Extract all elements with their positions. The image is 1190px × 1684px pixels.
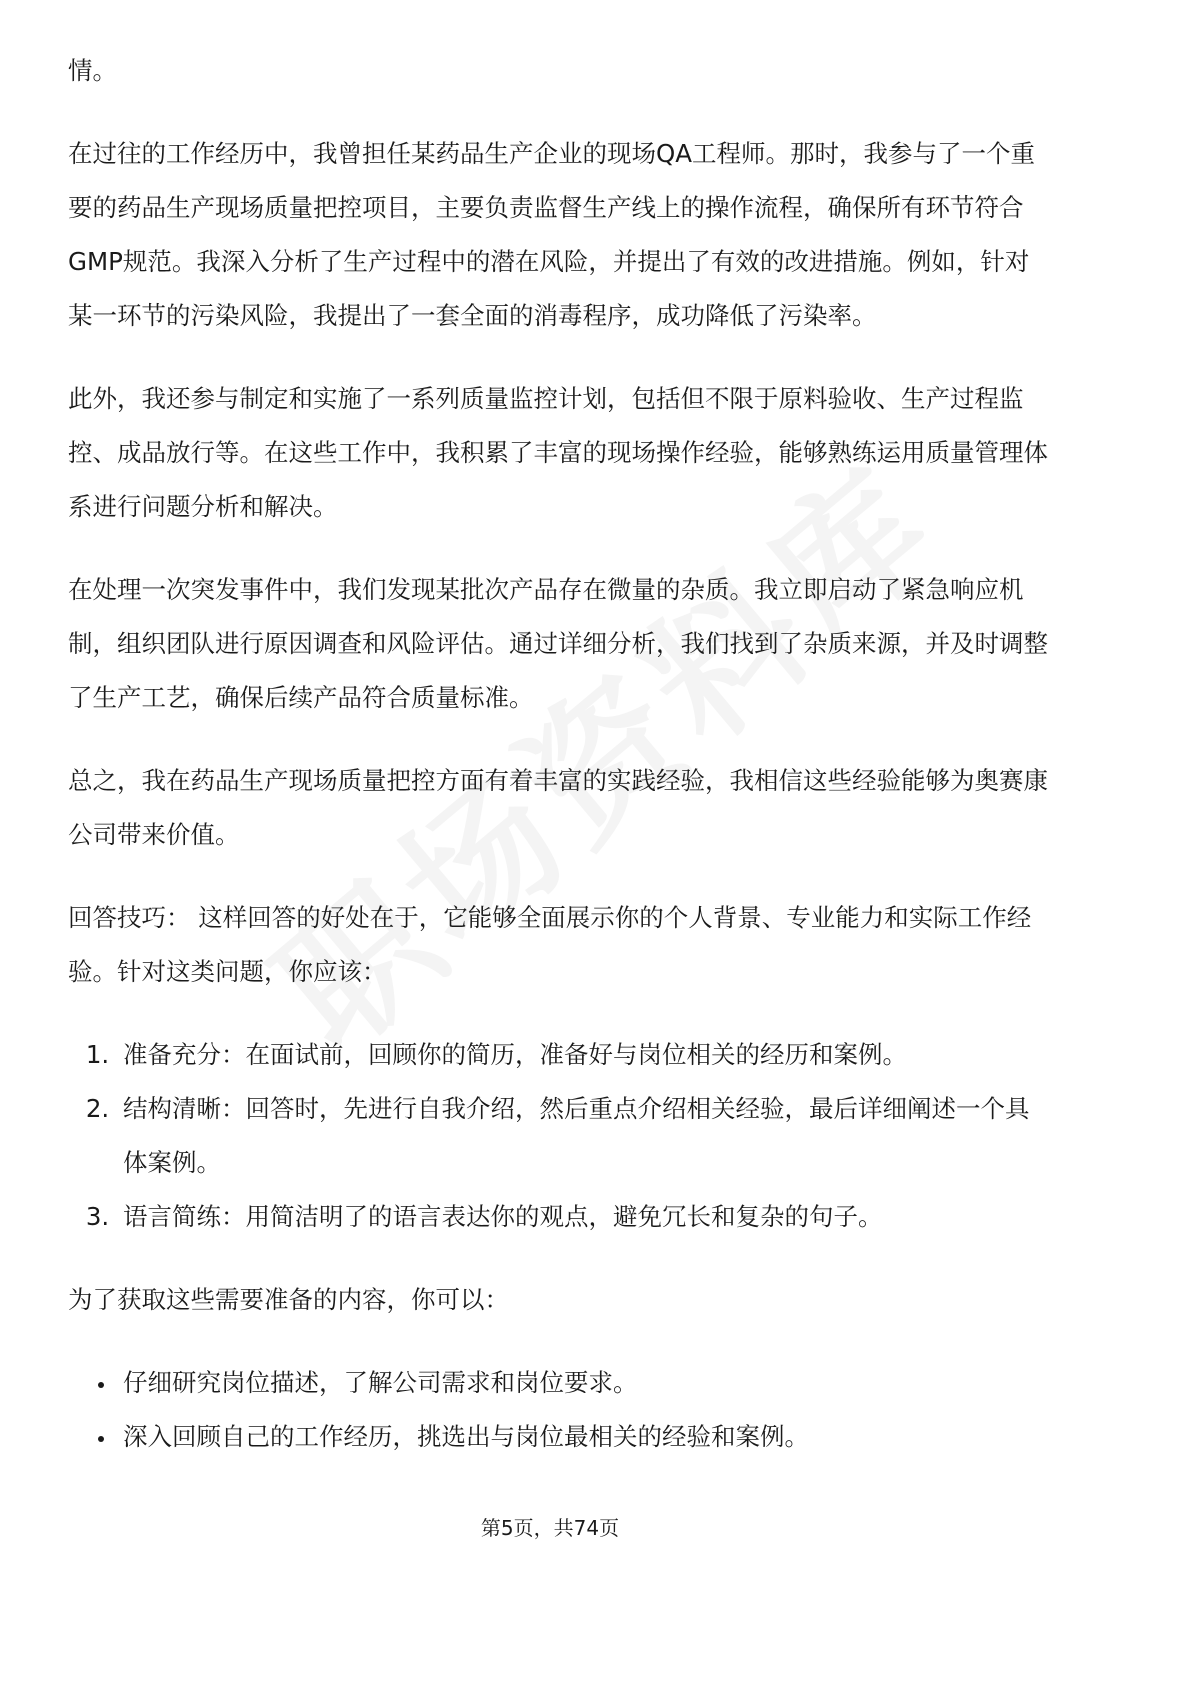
- document-body: [68, 44, 1048, 1493]
- paragraph-summary: 总之，我在药品生产现场质量把控方面有着丰富的实践经验，我相信这些经验能够为奥赛康公司带来价值。: [68, 766, 1048, 849]
- paragraph-additional: 此外，我还参与制定和实施了一系列质量监控计划，包括但不限于原料验收、生产过程监控、成品放行等。在这些工作中，我积累了丰富的现场操作经验，能够熟练运用质量管理体系进行问题分析和解决。: [68, 384, 1048, 521]
- list-item: 1. 准备充分：在面试前，回顾你的简历，准备好与岗位相关的经历和案例。: [117, 1028, 1048, 1082]
- paragraph-prep-intro: 为了获取这些需要准备的内容，你可以：: [68, 1285, 509, 1314]
- paragraph-incident: 在处理一次突发事件中，我们发现某批次产品存在微量的杂质。我立即启动了紧急响应机制，组织团队进行原因调查和风险评估。通过详细分析，我们找到了杂质来源，并及时调整了生产工艺，确保后续产品符合质量标准。: [68, 575, 1048, 712]
- paragraph-continuation: 情。: [68, 56, 117, 85]
- list-item: 3. 语言简练：用简洁明了的语言表达你的观点，避免冗长和复杂的句子。: [117, 1190, 1048, 1244]
- paragraph-experience: 在过往的工作经历中，我曾担任某药品生产企业的现场QA工程师。那时，我参与了一个重要的药品生产现场质量把控项目，主要负责监督生产线上的操作流程，确保所有环节符合GMP规范。我深入分析了生产过程中的潜在风险，并提出了有效的改进措施。例如，针对某一环节的污染风险，我提出了一套全面的消毒程序，成功降低了污染率。: [68, 139, 1036, 330]
- list-item: 2. 结构清晰：回答时，先进行自我介绍，然后重点介绍相关经验，最后详细阐述一个具体案例。: [117, 1082, 1048, 1190]
- paragraph-answer-tips: 回答技巧： 这样回答的好处在于，它能够全面展示你的个人背景、专业能力和实际工作经验。针对这类问题，你应该：: [68, 903, 1032, 986]
- list-item: • 仔细研究岗位描述，了解公司需求和岗位要求。: [117, 1356, 1048, 1410]
- list-item: • 深入回顾自己的工作经历，挑选出与岗位最相关的经验和案例。: [117, 1410, 1048, 1464]
- tips-list: [68, 1028, 1048, 1244]
- page-number: 第5页，共74页: [480, 1516, 620, 1540]
- prep-list: [68, 1356, 1048, 1464]
